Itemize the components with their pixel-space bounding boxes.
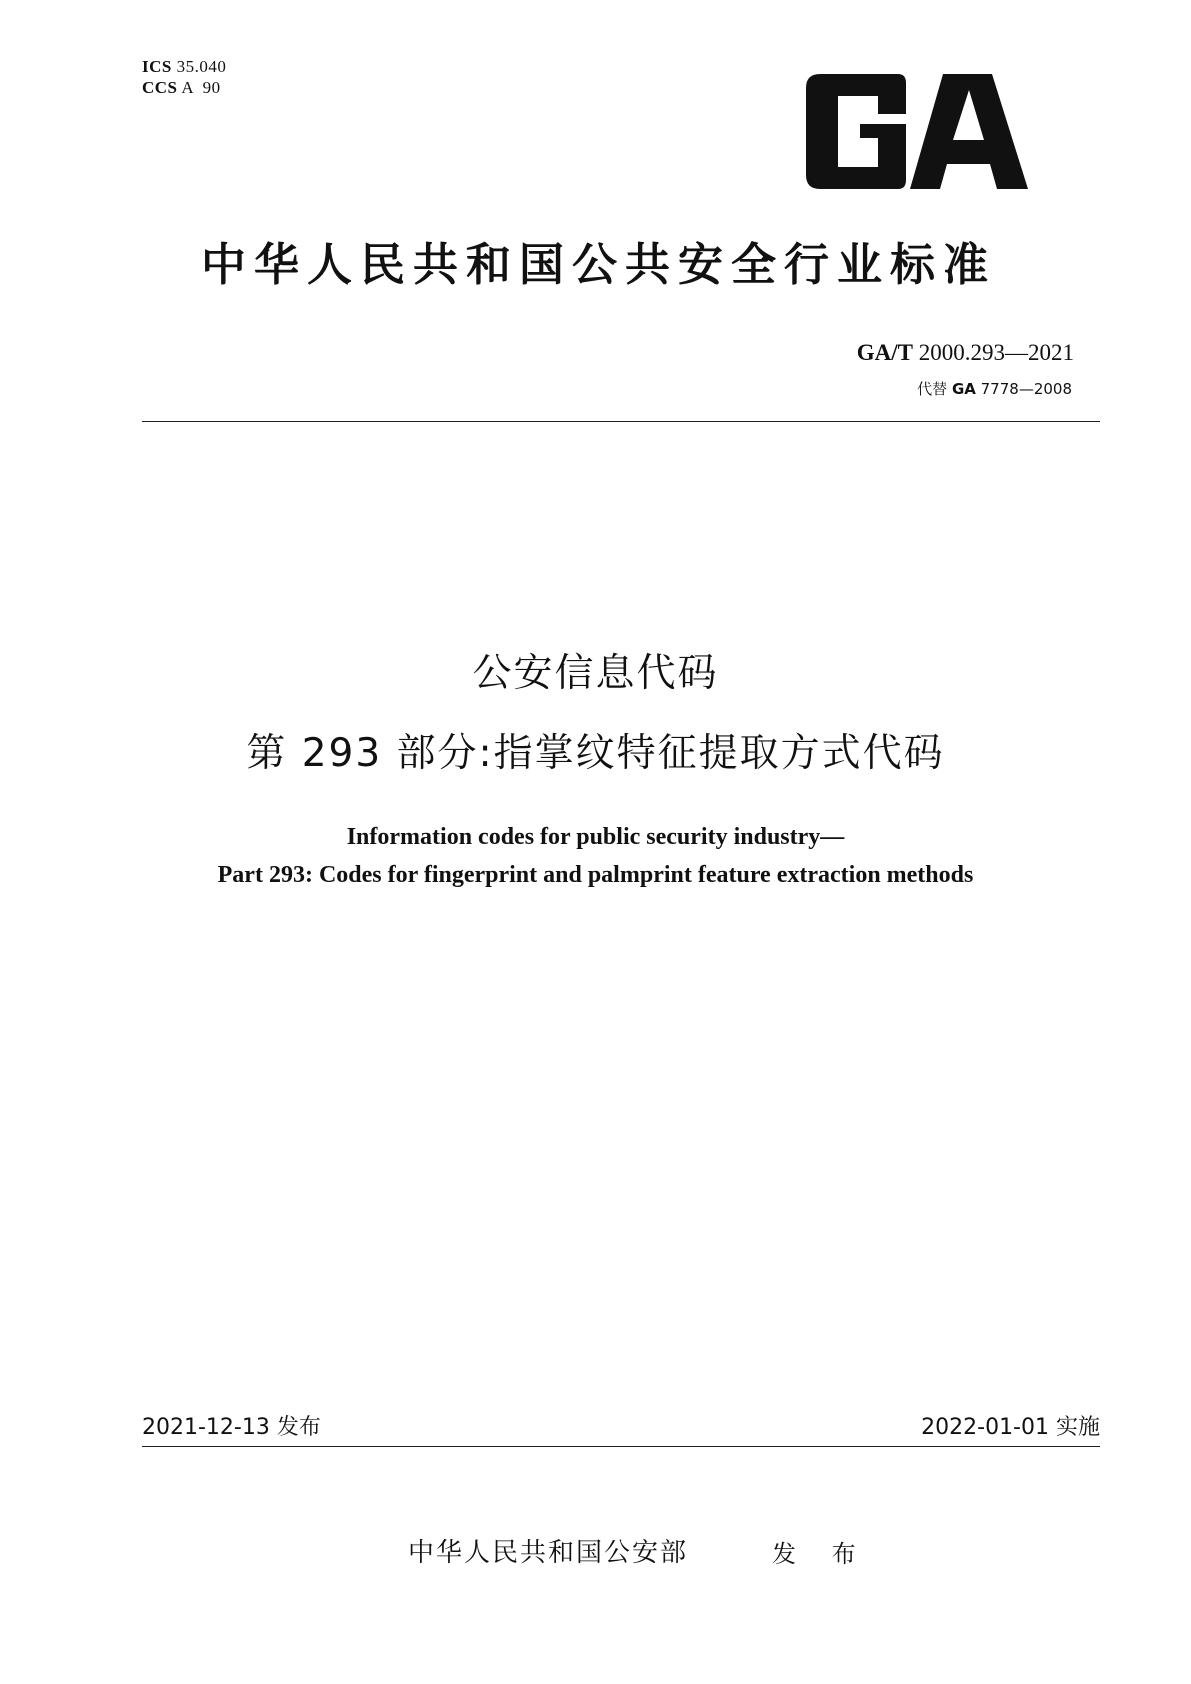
ccs-value: A 90 <box>181 78 221 97</box>
ics-code <box>142 56 226 77</box>
title-cn-line1: 公安信息代码 <box>472 651 719 696</box>
title-en-line1: Information codes for public security industry— <box>346 824 845 850</box>
publish-label: 发 布 <box>772 1540 870 1568</box>
header-divider <box>142 421 1100 422</box>
ics-value: 35.040 <box>176 57 227 76</box>
classification-codes <box>142 56 226 98</box>
standard-number <box>857 340 1074 366</box>
footer-divider <box>142 1446 1100 1447</box>
standard-category-title: 中华人民共和国公共安全行业标准 <box>200 238 996 291</box>
ccs-label: CCS <box>142 78 178 97</box>
replaces-prefix: GA <box>951 380 976 398</box>
replaces-note <box>917 378 1072 399</box>
ccs-code <box>142 77 226 98</box>
publisher-name: 中华人民共和国公安部 <box>408 1538 689 1568</box>
ga-logo-mark <box>806 74 1028 189</box>
replaces-number: 7778—2008 <box>980 380 1072 398</box>
title-cn-line2: 第 293 部分:指掌纹特征提取方式代码 <box>246 731 945 776</box>
standard-number-value: 2000.293—2021 <box>918 340 1074 365</box>
ga-logo <box>806 74 1028 189</box>
title-en-line2: Part 293: Codes for fingerprint and palmprint feature extraction methods <box>217 862 974 888</box>
effective-date: 2022-01-01 实施 <box>921 1415 1100 1440</box>
standard-number-prefix: GA/T <box>856 340 913 365</box>
replaces-label: 代替 <box>917 380 948 398</box>
issue-date: 2021-12-13 发布 <box>142 1415 321 1440</box>
ics-label: ICS <box>142 57 172 76</box>
